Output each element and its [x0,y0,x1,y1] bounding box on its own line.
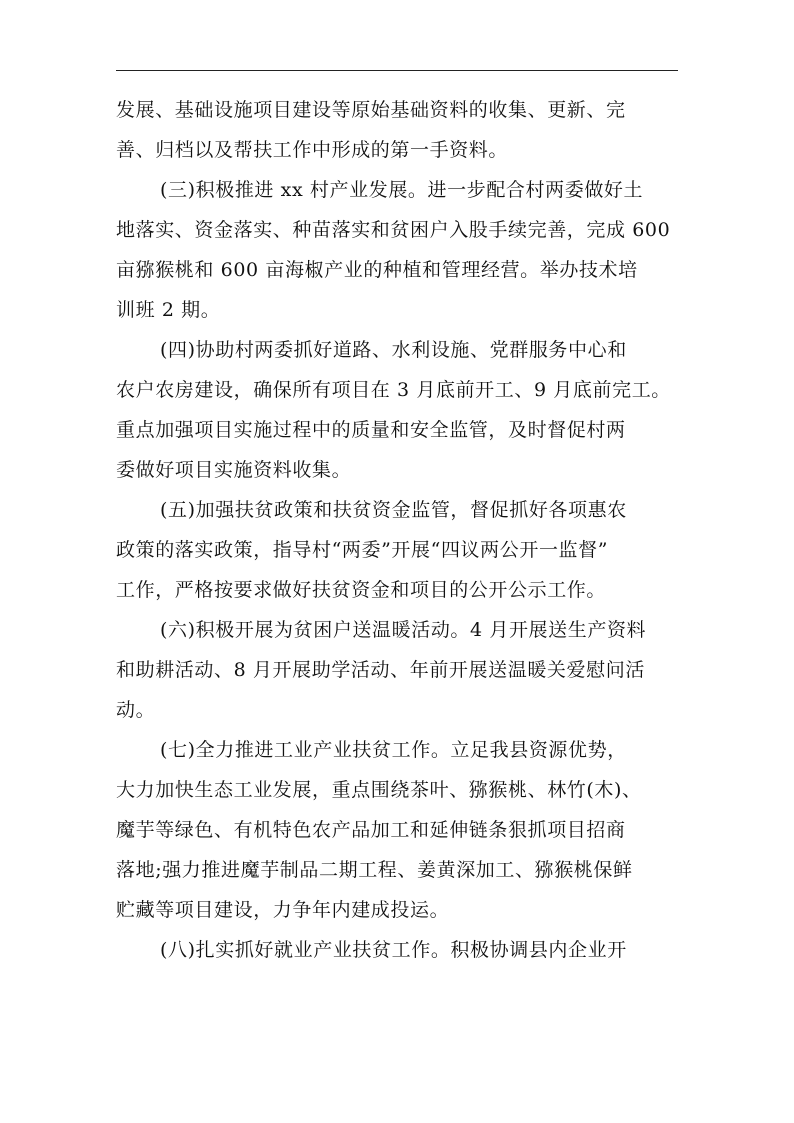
text-line: 和助耕活动、8 月开展助学活动、年前开展送温暖关爱慰问活 [116,659,645,681]
text-line: 亩猕猴桃和 600 亩海椒产业的种植和管理经营。举办技术培 [116,259,638,281]
header-divider [116,70,678,71]
text-line: 动。 [116,699,156,721]
text-line: 政策的落实政策，指导村“两委”开展“四议两公开一监督” [116,539,609,561]
text-line: 魔芋等绿色、有机特色农产品加工和延伸链条狠抓项目招商 [116,819,626,841]
text-line: 地落实、资金落实、种苗落实和贫困户入股手续完善，完成 600 [116,219,671,241]
text-line: 训班 2 期。 [116,299,221,321]
text-line: 农户农房建设，确保所有项目在 3 月底前开工、9 月底前完工。 [116,379,671,401]
text-line: 大力加快生态工业发展，重点围绕茶叶、猕猴桃、林竹(木)、 [116,779,642,801]
document-body [116,90,696,970]
text-line: 贮藏等项目建设，力争年内建成投运。 [116,899,450,921]
text-line: 重点加强项目实施过程中的质量和安全监管，及时督促村两 [116,419,626,441]
paragraph-heading-7: (七)全力推进工业产业扶贫工作。立足我县资源优势， [160,739,627,761]
text-line: 委做好项目实施资料收集。 [116,459,352,481]
paragraph-heading-3: (三)积极推进 xx 村产业发展。进一步配合村两委做好土 [160,179,644,201]
paragraph-heading-8: (八)扎实抓好就业产业扶贫工作。积极协调县内企业开 [160,939,627,961]
text-line: 善、归档以及帮扶工作中形成的第一手资料。 [116,139,509,161]
paragraph-heading-4: (四)协助村两委抓好道路、水利设施、党群服务中心和 [160,339,627,361]
text-line: 落地;强力推进魔芋制品二期工程、姜黄深加工、猕猴桃保鲜 [116,859,633,881]
paragraph-heading-5: (五)加强扶贫政策和扶贫资金监管，督促抓好各项惠农 [160,499,627,521]
paragraph-heading-6: (六)积极开展为贫困户送温暖活动。4 月开展送生产资料 [160,619,647,641]
text-line: 发展、基础设施项目建设等原始基础资料的收集、更新、完 [116,99,626,121]
text-line: 工作，严格按要求做好扶贫资金和项目的公开公示工作。 [116,579,607,601]
